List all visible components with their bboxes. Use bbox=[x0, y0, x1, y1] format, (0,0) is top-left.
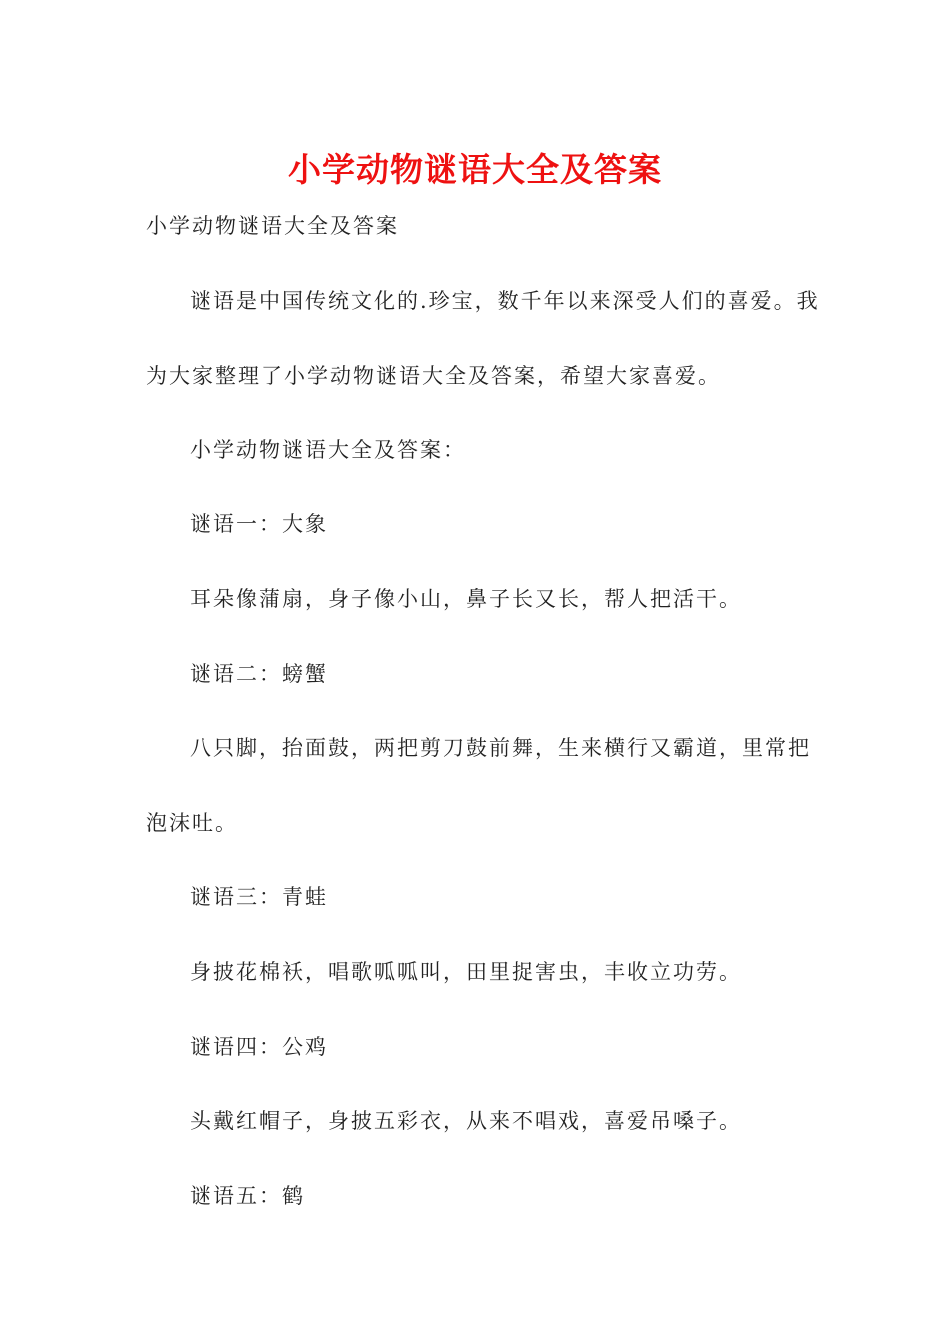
riddle-text: 八只脚，抬面鼓，两把剪刀鼓前舞，生来横行又霸道，里常把 bbox=[190, 736, 811, 760]
riddle-text: 耳朵像蒲扇，身子像小山，鼻子长又长，帮人把活干。 bbox=[190, 587, 742, 611]
document-title: 小学动物谜语大全及答案 bbox=[288, 150, 662, 189]
intro-paragraph-line: 为大家整理了小学动物谜语大全及答案，希望大家喜爱。 bbox=[146, 364, 721, 388]
riddle-heading: 谜语五：鹤 bbox=[190, 1184, 305, 1208]
riddle-text: 身披花棉袄，唱歌呱呱叫，田里捉害虫，丰收立功劳。 bbox=[190, 960, 742, 984]
riddle-text: 头戴红帽子，身披五彩衣，从来不唱戏，喜爱吊嗓子。 bbox=[190, 1109, 742, 1133]
riddle-heading: 谜语四：公鸡 bbox=[190, 1035, 328, 1059]
intro-paragraph-line: 谜语是中国传统文化的.珍宝，数千年以来深受人们的喜爱。我 bbox=[190, 289, 820, 313]
list-heading: 小学动物谜语大全及答案： bbox=[190, 438, 466, 462]
riddle-heading: 谜语一：大象 bbox=[190, 512, 328, 536]
document-subtitle: 小学动物谜语大全及答案 bbox=[146, 214, 399, 238]
riddle-heading: 谜语二：螃蟹 bbox=[190, 662, 328, 686]
riddle-heading: 谜语三：青蛙 bbox=[190, 885, 328, 909]
riddle-text: 泡沫吐。 bbox=[146, 811, 238, 835]
